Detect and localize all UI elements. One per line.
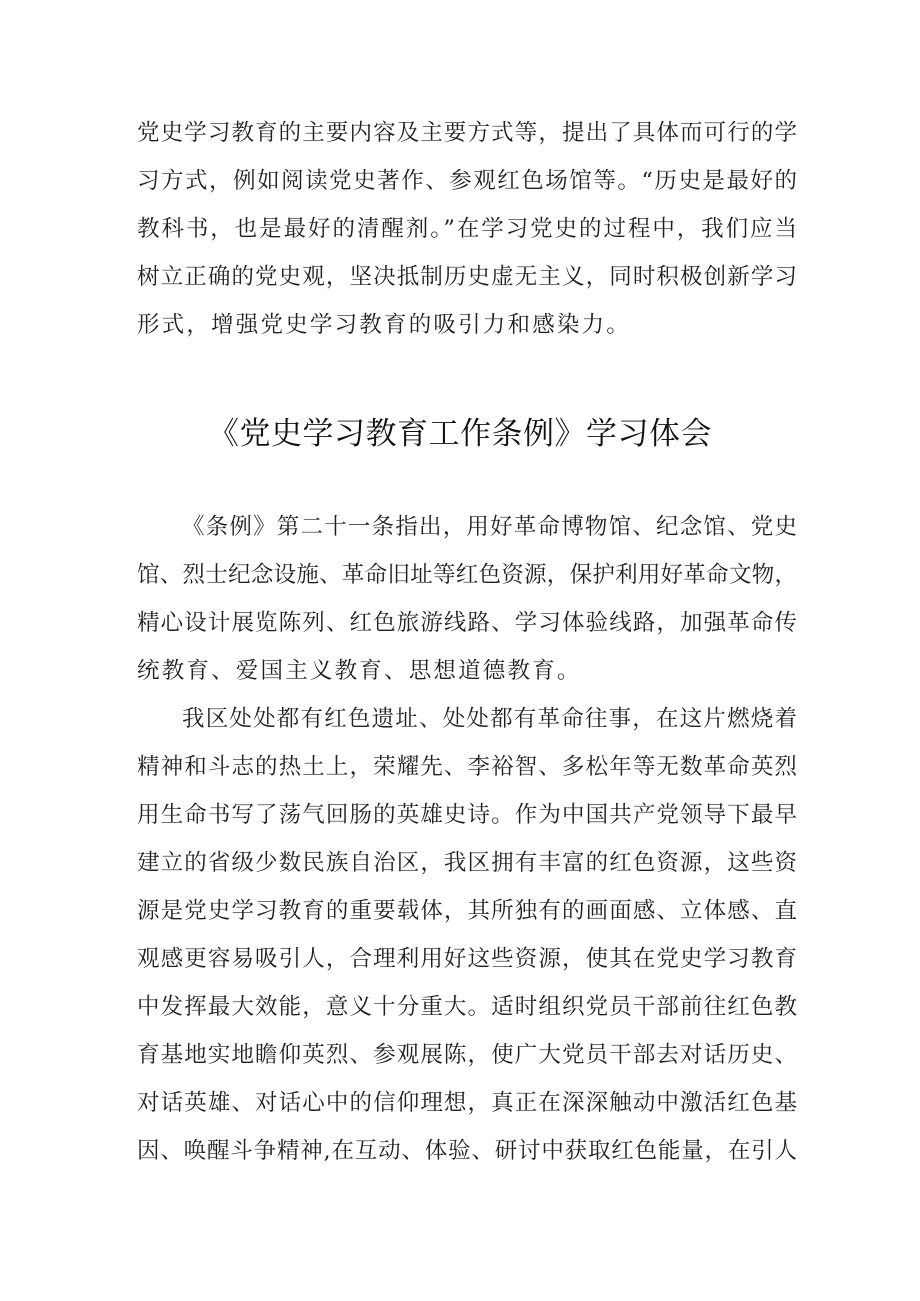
text-line: 《条例》第二十一条指出，用好革命博物馆、纪念馆、党史 <box>182 514 797 540</box>
text-line: 教科书，也是最好的清醒剂。”在学习党史的过程中，我们应当 <box>137 216 797 242</box>
text-line: 树立正确的党史观，坚决抵制历史虚无主义，同时积极创新学习 <box>137 264 797 290</box>
text-line: 形式，增强党史学习教育的吸引力和感染力。 <box>137 312 632 338</box>
text-line: 我区处处都有红色遗址、处处都有革命往事，在这片燃烧着 <box>182 706 797 732</box>
document-title: 《党史学习教育工作条例》学习体会 <box>208 416 712 452</box>
text-line: 对话英雄、对话心中的信仰理想，真正在深深触动中激活红色基 <box>137 1090 797 1116</box>
text-line: 党史学习教育的主要内容及主要方式等，提出了具体而可行的学 <box>137 120 797 146</box>
text-line: 因、唤醒斗争精神,在互动、体验、研讨中获取红色能量，在引人 <box>137 1138 797 1164</box>
text-line: 精心设计展览陈列、红色旅游线路、学习体验线路，加强革命传 <box>137 610 797 636</box>
text-line: 用生命书写了荡气回肠的英雄史诗。作为中国共产党领导下最早 <box>137 802 797 828</box>
text-line: 观感更容易吸引人，合理利用好这些资源，使其在党史学习教育 <box>137 946 797 972</box>
text-line: 习方式，例如阅读党史著作、参观红色场馆等。“历史是最好的 <box>137 168 797 194</box>
text-line: 中发挥最大效能，意义十分重大。适时组织党员干部前往红色教 <box>137 994 797 1020</box>
text-line: 育基地实地瞻仰英烈、参观展陈，使广大党员干部去对话历史、 <box>137 1042 797 1068</box>
text-line: 馆、烈士纪念设施、革命旧址等红色资源，保护利用好革命文物， <box>137 562 797 588</box>
text-line: 源是党史学习教育的重要载体，其所独有的画面感、立体感、直 <box>137 898 797 924</box>
text-line: 统教育、爱国主义教育、思想道德教育。 <box>137 658 582 684</box>
text-line: 精神和斗志的热土上，荣耀先、李裕智、多松年等无数革命英烈 <box>137 754 797 780</box>
text-line: 建立的省级少数民族自治区，我区拥有丰富的红色资源，这些资 <box>137 850 797 876</box>
